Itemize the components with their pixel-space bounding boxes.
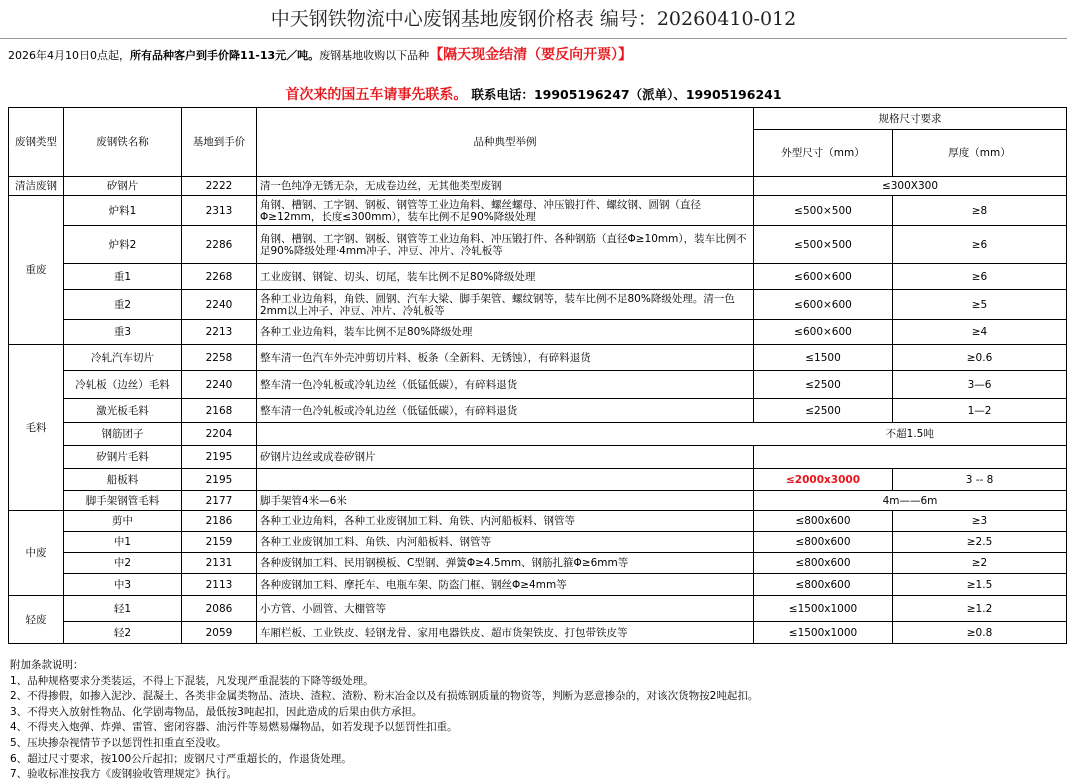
cell-example: 整车清一色冷轧板或冷轧边丝（低锰低碳），有碎料退货 bbox=[257, 371, 754, 399]
header-thickness: 厚度（mm） bbox=[893, 130, 1067, 177]
cell-price: 2159 bbox=[182, 532, 257, 553]
cell-thickness: 3 -- 8 bbox=[893, 469, 1067, 491]
cell-size: ≤1500x1000 bbox=[754, 622, 893, 644]
cell-price: 2268 bbox=[182, 264, 257, 290]
price-table bbox=[8, 107, 1067, 644]
cell-name: 脚手架钢管毛料 bbox=[64, 491, 182, 511]
cell-example: 各种工业边角料，各种工业废钢加工料、角铁、内河船板料、钢管等 bbox=[257, 511, 754, 532]
cell-spec-merged bbox=[754, 446, 1067, 469]
cell-thickness: ≥0.8 bbox=[893, 622, 1067, 644]
table-row bbox=[9, 622, 1067, 644]
table-row bbox=[9, 491, 1067, 511]
cell-name: 重3 bbox=[64, 320, 182, 345]
cell-example: 工业废钢、钢锭、切头、切尾，装车比例不足80%降级处理 bbox=[257, 264, 754, 290]
cell-example: 各种工业废钢加工料、角铁、内河船板料、钢管等 bbox=[257, 532, 754, 553]
cell-thickness: ≥4 bbox=[893, 320, 1067, 345]
notes-heading: 附加条款说明： bbox=[10, 659, 84, 671]
cell-example: 各种工业边角料，装车比例不足80%降级处理 bbox=[257, 320, 754, 345]
cell-price: 2177 bbox=[182, 491, 257, 511]
cell-thickness: 3—6 bbox=[893, 371, 1067, 399]
contact-warning: 首次来的国五车请事先联系。 bbox=[285, 87, 468, 103]
cell-price: 2240 bbox=[182, 371, 257, 399]
cell-price: 2113 bbox=[182, 574, 257, 596]
cell-size: ≤1500x1000 bbox=[754, 596, 893, 622]
cell-thickness: 1—2 bbox=[893, 399, 1067, 423]
cell-size: ≤2500 bbox=[754, 371, 893, 399]
cell-name: 轻1 bbox=[64, 596, 182, 622]
cell-name: 中2 bbox=[64, 553, 182, 574]
table-row bbox=[9, 532, 1067, 553]
cell-thickness: ≥0.6 bbox=[893, 345, 1067, 371]
cell-example: 矽钢片边丝或成卷矽钢片 bbox=[257, 446, 754, 469]
cell-thickness: ≥8 bbox=[893, 196, 1067, 226]
cell-size: ≤800x600 bbox=[754, 511, 893, 532]
cell-name: 炉料2 bbox=[64, 226, 182, 264]
header-name: 废钢铁名称 bbox=[64, 108, 182, 177]
cell-price: 2286 bbox=[182, 226, 257, 264]
table-row bbox=[9, 469, 1067, 491]
note-item: 6、超过尺寸要求，按100公斤起扣；废钢尺寸严重超长的，作退货处理。 bbox=[10, 752, 352, 765]
cell-name: 炉料1 bbox=[64, 196, 182, 226]
cell-price: 2195 bbox=[182, 469, 257, 491]
note-item: 5、压块掺杂视情节予以惩罚性扣重直至没收。 bbox=[10, 736, 227, 749]
cell-type: 清洁废钢 bbox=[9, 177, 64, 196]
note-item: 4、不得夹入炮弹、炸弹、雷管、密闭容器、油污件等易燃易爆物品，如若发现予以惩罚性扣重。 bbox=[10, 721, 458, 734]
cell-size: ≤800x600 bbox=[754, 574, 893, 596]
cell-example: 各种工业边角料，角铁、圆钢、汽车大梁、脚手架管、螺纹钢等，装车比例不足80%降级处理。清一色2mm以上冲子、冲豆、冲片、冷轧板等 bbox=[257, 290, 754, 320]
cell-spec-merged: 不超1.5吨 bbox=[754, 423, 1067, 446]
cell-name: 冷轧板（边丝）毛料 bbox=[64, 371, 182, 399]
page-title: 中天钢铁物流中心废钢基地废钢价格表 编号：20260410-012 bbox=[0, 0, 1067, 39]
cell-price: 2195 bbox=[182, 446, 257, 469]
cell-size: ≤500×500 bbox=[754, 196, 893, 226]
cell-spec-merged: ≤300X300 bbox=[754, 177, 1067, 196]
cell-size: ≤800x600 bbox=[754, 553, 893, 574]
contact-label: 联系电话： bbox=[471, 87, 534, 102]
note-item: 7、验收标准按我方《废钢验收管理规定》执行。 bbox=[10, 768, 238, 781]
cell-price: 2204 bbox=[182, 423, 257, 446]
notice-bold: 所有品种客户到手价降11-13元／吨。 bbox=[130, 49, 320, 62]
header-price: 基地到手价 bbox=[182, 108, 257, 177]
cell-example bbox=[257, 469, 754, 491]
cell-size: ≤2500 bbox=[754, 399, 893, 423]
cell-example: 整车清一色冷轧板或冷轧边丝（低锰低碳），有碎料退货 bbox=[257, 399, 754, 423]
cell-thickness: ≥3 bbox=[893, 511, 1067, 532]
cell-price: 2131 bbox=[182, 553, 257, 574]
cell-price: 2086 bbox=[182, 596, 257, 622]
header-size: 外型尺寸（mm） bbox=[754, 130, 893, 177]
cell-name: 重2 bbox=[64, 290, 182, 320]
table-row bbox=[9, 196, 1067, 226]
cell-size: ≤600×600 bbox=[754, 320, 893, 345]
table-row bbox=[9, 574, 1067, 596]
cell-example: 整车清一色汽车外壳冲剪切片料、板条（全新料、无锈蚀），有碎料退货 bbox=[257, 345, 754, 371]
header-type: 废钢类型 bbox=[9, 108, 64, 177]
cell-size: ≤600×600 bbox=[754, 264, 893, 290]
cell-type: 中废 bbox=[9, 511, 64, 596]
cell-thickness: ≥1.2 bbox=[893, 596, 1067, 622]
note-item: 2、不得掺假，如掺入泥沙、混凝土、各类非金属类物品、渣块、渣粒、渣粉、粉末冶金以及有损炼钢质量的物资等，判断为恶意掺杂的，对该次货物按2吨起扣。 bbox=[10, 690, 759, 703]
cell-example: 小方管、小圆管、大棚管等 bbox=[257, 596, 754, 622]
table-row bbox=[9, 423, 1067, 446]
table-row bbox=[9, 596, 1067, 622]
cell-thickness: ≥5 bbox=[893, 290, 1067, 320]
cell-name: 激光板毛料 bbox=[64, 399, 182, 423]
cell-name: 船板料 bbox=[64, 469, 182, 491]
contact-phones: 19905196247（派单）、19905196241 bbox=[533, 87, 782, 102]
cell-name: 冷轧汽车切片 bbox=[64, 345, 182, 371]
cell-type: 轻废 bbox=[9, 596, 64, 644]
table-row bbox=[9, 226, 1067, 264]
cell-thickness: ≥1.5 bbox=[893, 574, 1067, 596]
cell-name: 矽钢片 bbox=[64, 177, 182, 196]
cell-size: ≤600×600 bbox=[754, 290, 893, 320]
notice-prefix: 2026年4月10日0点起， bbox=[8, 49, 130, 62]
table-row bbox=[9, 399, 1067, 423]
cell-example: 清一色纯净无锈无杂，无成卷边丝，无其他类型废钢 bbox=[257, 177, 754, 196]
cell-name: 剪中 bbox=[64, 511, 182, 532]
table-row bbox=[9, 177, 1067, 196]
price-notice bbox=[8, 44, 1063, 66]
cell-name: 钢筋团子 bbox=[64, 423, 182, 446]
cell-name: 轻2 bbox=[64, 622, 182, 644]
cell-type: 毛料 bbox=[9, 345, 64, 511]
cell-type: 重废 bbox=[9, 196, 64, 345]
cell-example: 角钢、槽钢、工字钢、钢板、钢管等工业边角料、冲压锻打件、各种钢筋（直径Φ≥10mm），装车比例不足90%降级处理·4mm冲子、冲豆、冲片、冷轧板等 bbox=[257, 226, 754, 264]
cell-thickness: ≥2.5 bbox=[893, 532, 1067, 553]
cell-price: 2313 bbox=[182, 196, 257, 226]
cell-name: 中3 bbox=[64, 574, 182, 596]
cell-example: 车厢栏板、工业铁皮、轻钢龙骨、家用电器铁皮、超市货架铁皮、打包带铁皮等 bbox=[257, 622, 754, 644]
cell-price: 2240 bbox=[182, 290, 257, 320]
cell-example: 角钢、槽钢、工字钢、钢板、钢管等工业边角料、螺丝螺母、冲压锻打件、螺纹钢、圆钢（直径Φ≥12mm，长度≤300mm），装车比例不足90%降级处理 bbox=[257, 196, 754, 226]
cell-name: 重1 bbox=[64, 264, 182, 290]
cell-name: 矽钢片毛料 bbox=[64, 446, 182, 469]
cell-size: ≤800x600 bbox=[754, 532, 893, 553]
cell-thickness: ≥2 bbox=[893, 553, 1067, 574]
terms-notes bbox=[10, 658, 1060, 783]
table-row bbox=[9, 446, 1067, 469]
note-item: 3、不得夹入放射性物品、化学剧毒物品，最低按3吨起扣，因此造成的后果由供方承担。 bbox=[10, 705, 423, 718]
table-row bbox=[9, 320, 1067, 345]
cell-spec-merged: 4m——6m bbox=[754, 491, 1067, 511]
cell-price: 2186 bbox=[182, 511, 257, 532]
cell-example bbox=[257, 423, 754, 446]
header-example: 品种典型举例 bbox=[257, 108, 754, 177]
table-row bbox=[9, 290, 1067, 320]
table-row bbox=[9, 511, 1067, 532]
cell-example: 各种废钢加工料、摩托车、电瓶车架、防盗门框、钢丝Φ≥4mm等 bbox=[257, 574, 754, 596]
cell-price: 2222 bbox=[182, 177, 257, 196]
cell-example: 脚手架管4米—6米 bbox=[257, 491, 754, 511]
contact-line bbox=[0, 84, 1067, 106]
notice-middle: 废钢基地收购以下品种 bbox=[319, 49, 430, 62]
cell-size: ≤2000x3000 bbox=[754, 469, 893, 491]
notice-settlement: 【隔天现金结清（要反向开票）】 bbox=[429, 47, 633, 63]
table-row bbox=[9, 553, 1067, 574]
cell-thickness: ≥6 bbox=[893, 226, 1067, 264]
note-item: 1、品种规格要求分类装运，不得上下混装，凡发现严重混装的下降等级处理。 bbox=[10, 674, 374, 687]
cell-name: 中1 bbox=[64, 532, 182, 553]
cell-price: 2168 bbox=[182, 399, 257, 423]
header-spec: 规格尺寸要求 bbox=[754, 108, 1067, 130]
table-row bbox=[9, 345, 1067, 371]
cell-price: 2059 bbox=[182, 622, 257, 644]
table-row bbox=[9, 371, 1067, 399]
cell-price: 2258 bbox=[182, 345, 257, 371]
cell-size: ≤500×500 bbox=[754, 226, 893, 264]
cell-thickness: ≥6 bbox=[893, 264, 1067, 290]
cell-example: 各种废钢加工料、民用钢模板、C型钢、弹簧Φ≥4.5mm、钢筋扎箍Φ≥6mm等 bbox=[257, 553, 754, 574]
table-row bbox=[9, 264, 1067, 290]
cell-price: 2213 bbox=[182, 320, 257, 345]
cell-size: ≤1500 bbox=[754, 345, 893, 371]
